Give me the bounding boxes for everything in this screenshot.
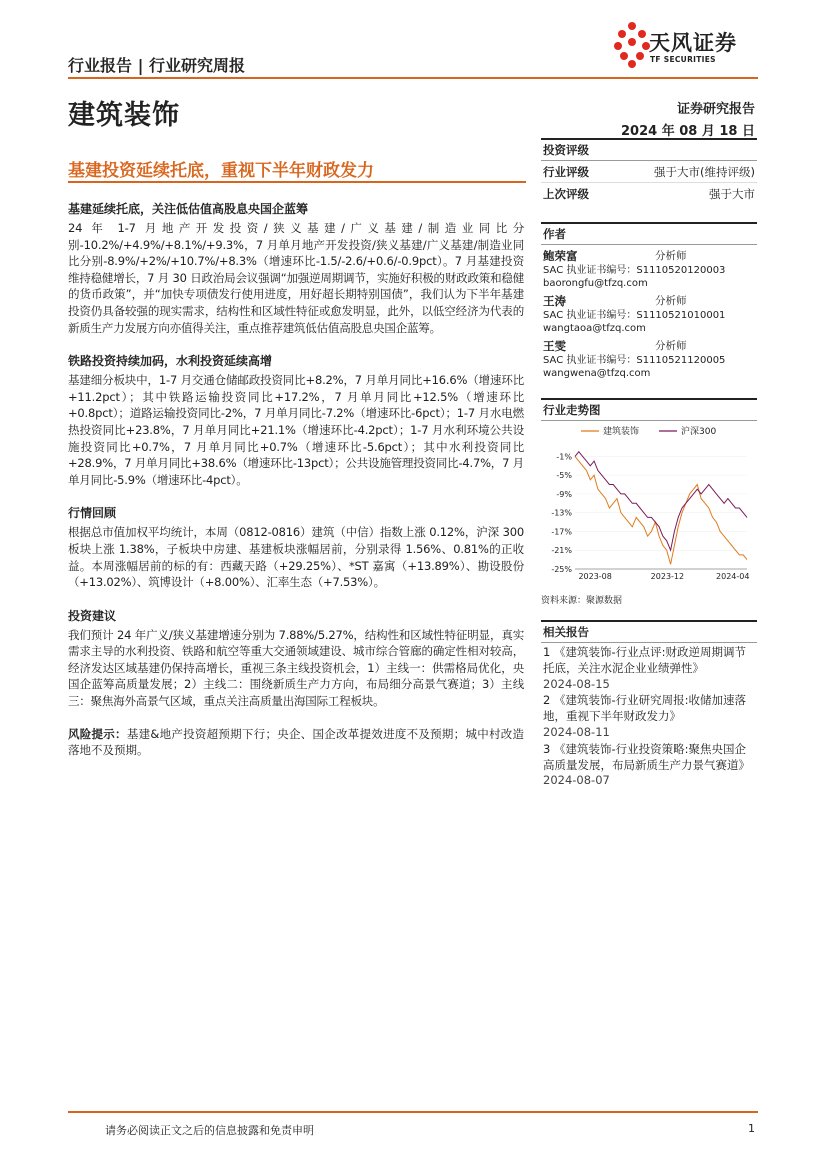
header-divider <box>68 77 758 79</box>
trend-title: 行业走势图 <box>541 398 757 421</box>
related-item[interactable] <box>543 645 755 692</box>
trend-chart <box>541 421 757 591</box>
logo-text-en: TF SECURITIES <box>650 55 716 64</box>
risk-warning <box>68 726 524 759</box>
author-block <box>541 338 757 380</box>
related-item-date: 2024-08-07 <box>543 773 610 788</box>
series-line <box>575 456 747 564</box>
related-title: 相关报告 <box>541 620 757 643</box>
y-tick-label: -5% <box>556 471 572 481</box>
section-heading: 基建延续托底，关注低估值高股息央国企蓝筹 <box>68 202 309 216</box>
footer-divider <box>68 1111 758 1113</box>
rating-value: 强于大市(维持评级) <box>654 165 755 179</box>
x-tick-label: 2023-12 <box>650 572 685 581</box>
author-sac: SAC 执业证书编号：S1110520120003 <box>543 265 726 276</box>
author-sac: SAC 执业证书编号：S1110521120005 <box>543 355 726 366</box>
author-role: 分析师 <box>655 295 687 307</box>
legend-label: 沪深300 <box>681 427 717 437</box>
author-email[interactable]: wangtaoa@tfzq.com <box>543 323 646 334</box>
rating-row <box>541 161 757 183</box>
related-list <box>541 643 757 792</box>
rating-key: 上次评级 <box>543 187 589 201</box>
section-body: 根据总市值加权平均统计，本周（0812-0816）建筑（中信）指数上涨 0.12%，沪深 300 板块上涨 1.38%，子板块中房建、基建板块涨幅居前，分别录得 1.56%、0.81%的正收益。本周涨幅居前的标的有：西藏天路（+29.25%）、*ST 嘉寓（+13.89%）、勘设股份（+13.02%）、筑博设计（+8.00%）、汇率生态（+7.53%）。 <box>68 525 524 590</box>
tf-logo-icon <box>612 20 652 70</box>
section-heading: 行情回顾 <box>68 506 117 521</box>
related-item[interactable] <box>543 742 755 789</box>
y-tick-label: -9% <box>556 489 572 499</box>
footer-disclaimer: 请务必阅读正文之后的信息披露和免责申明 <box>105 1124 314 1137</box>
x-tick-label: 2024-04 <box>716 572 750 581</box>
section-railway <box>68 352 524 488</box>
section-investment-advice <box>68 607 524 710</box>
author-email[interactable]: wangwena@tfzq.com <box>543 368 651 379</box>
author-role: 分析师 <box>655 250 687 262</box>
report-type: 行业报告 | 行业研究周报 <box>68 56 245 75</box>
report-title: 基建投资延续托底，重视下半年财政发力 <box>68 161 374 181</box>
author-role: 分析师 <box>655 340 687 352</box>
title-divider <box>68 181 526 183</box>
section-body: 基建细分板块中，1-7 月交通仓储邮政投资同比+8.2%，7 月单月同比+16.6%（增速环比+11.2pct）；其中铁路运输投资同比+17.2%，7 月单月同比+12.5%（增速环比+0.8pct）；道路运输投资同比-2%，7 月单月同比-7.2%（增速环比-6pct）；1-7 月水电燃热投资同比+23.8%，7 月单月同比+21.1%（增速环比-4.2pct）；1-7 月水利环境公共设施投资同比+0.7%，7 月单月同比+0.7%（增速环比-5.6pct）；其中水利投资同比+28.9%，7 月单月同比+38.6%（增速环比-13pct）；公共设施管理投资同比-4.7%，7 月单月同比-5.9%（增速环比-4pct）。 <box>68 373 524 487</box>
rating-value: 强于大市 <box>709 187 755 201</box>
related-item-date: 2024-08-15 <box>543 676 610 691</box>
authors-title: 作者 <box>541 222 757 245</box>
risk-label: 风险提示： <box>68 726 127 741</box>
report-date: 2024 年 08 月 18 日 <box>621 124 755 139</box>
series-line <box>575 452 747 551</box>
section-body: 我们预计 24 年广义/狭义基建增速分别为 7.88%/5.27%，结构性和区域性特征明显，真实需求主导的水利投资、铁路和航空等重大交通领域建设、城市综合管廊的确定性相对较高，经济发达区域基建仍保持高增长，重视三条主线投资机会，1）主线一：供需格局优化，央国企蓝筹高质量发展；2）主线二：围绕新质生产力方向，布局细分高景气赛道；3）主线三：聚焦海外高景气区域，重点关注高质量出海国际工程板块。 <box>68 627 524 709</box>
risk-body: 基建&地产投资超预期下行；央企、国企改革提效进度不及预期；城中村改造落地不及预期。 <box>68 726 525 758</box>
rating-row <box>541 183 757 204</box>
industry-name: 建筑装饰 <box>68 100 180 131</box>
main-content <box>68 200 524 759</box>
related-item-text[interactable]: 3 《建筑装饰-行业投资策略:聚焦央国企高质量发展，布局新质生产力景气赛道》 <box>543 741 750 772</box>
author-block <box>541 248 757 290</box>
related-item-text[interactable]: 1 《建筑装饰-行业点评:财政逆周期调节托底，关注水泥企业业绩弹性》 <box>543 645 746 675</box>
section-heading: 铁路投资持续加码，水利投资延续高增 <box>68 354 273 369</box>
sidebar <box>541 138 757 792</box>
y-tick-label: -13% <box>551 508 572 518</box>
author-name: 鲍荣富 <box>543 249 578 263</box>
page-number: 1 <box>748 1122 755 1135</box>
author-block <box>541 293 757 335</box>
section-body: 24 年 1-7 月地产开发投资/狭义基建/广义基建/制造业同比分别-10.2%/+4.9%/+8.1%/+9.3%，7 月单月地产开发投资/狭义基建/广义基建/制造业同比分别-8.9%/+2%/+10.7%/+8.3%（增速环比-1.5/-2.6/+0.6/-0.9pct）。7 月基建投资维持稳健增长，7 月 30 日政治局会议强调“加强逆周期调节，实施好积极的财政政策和稳健的货币政策”，并“加快专项债发行使用进度，用好超长期特别国债”，我们认为下半年基建投资仍具备较强的现实需求，结构性和区域性特征或愈发明显，此外，以低空经济为代表的新质生产力发展方向亦值得关注，重点推荐建筑低估值高股息央国企蓝筹。 <box>68 221 524 335</box>
y-tick-label: -21% <box>551 546 572 556</box>
author-name: 王涛 <box>543 294 566 308</box>
legend-label: 建筑装饰 <box>603 427 640 437</box>
related-item[interactable] <box>543 693 755 740</box>
y-tick-label: -25% <box>551 565 572 574</box>
section-heading: 投资建议 <box>68 608 117 623</box>
rating-key: 行业评级 <box>543 165 589 179</box>
author-name: 王雯 <box>543 339 566 353</box>
report-kind: 证券研究报告 <box>676 102 755 117</box>
author-sac: SAC 执业证书编号：S1110521010001 <box>543 310 726 321</box>
author-email[interactable]: baorongfu@tfzq.com <box>543 278 648 289</box>
related-item-date: 2024-08-11 <box>543 724 610 739</box>
y-tick-label: -17% <box>551 527 572 537</box>
chart-source: 资料来源：聚源数据 <box>541 596 623 606</box>
section-infrastructure <box>68 200 524 336</box>
related-item-text[interactable]: 2 《建筑装饰-行业研究周报:收储加速落地，重视下半年财政发力》 <box>543 693 746 724</box>
logo-text-cn: 天风证券 <box>649 31 737 55</box>
y-tick-label: -1% <box>556 452 572 462</box>
trend-chart-svg <box>541 421 757 591</box>
rating-title: 投资评级 <box>541 138 757 161</box>
section-market-review <box>68 504 524 590</box>
x-tick-label: 2023-08 <box>578 572 612 581</box>
